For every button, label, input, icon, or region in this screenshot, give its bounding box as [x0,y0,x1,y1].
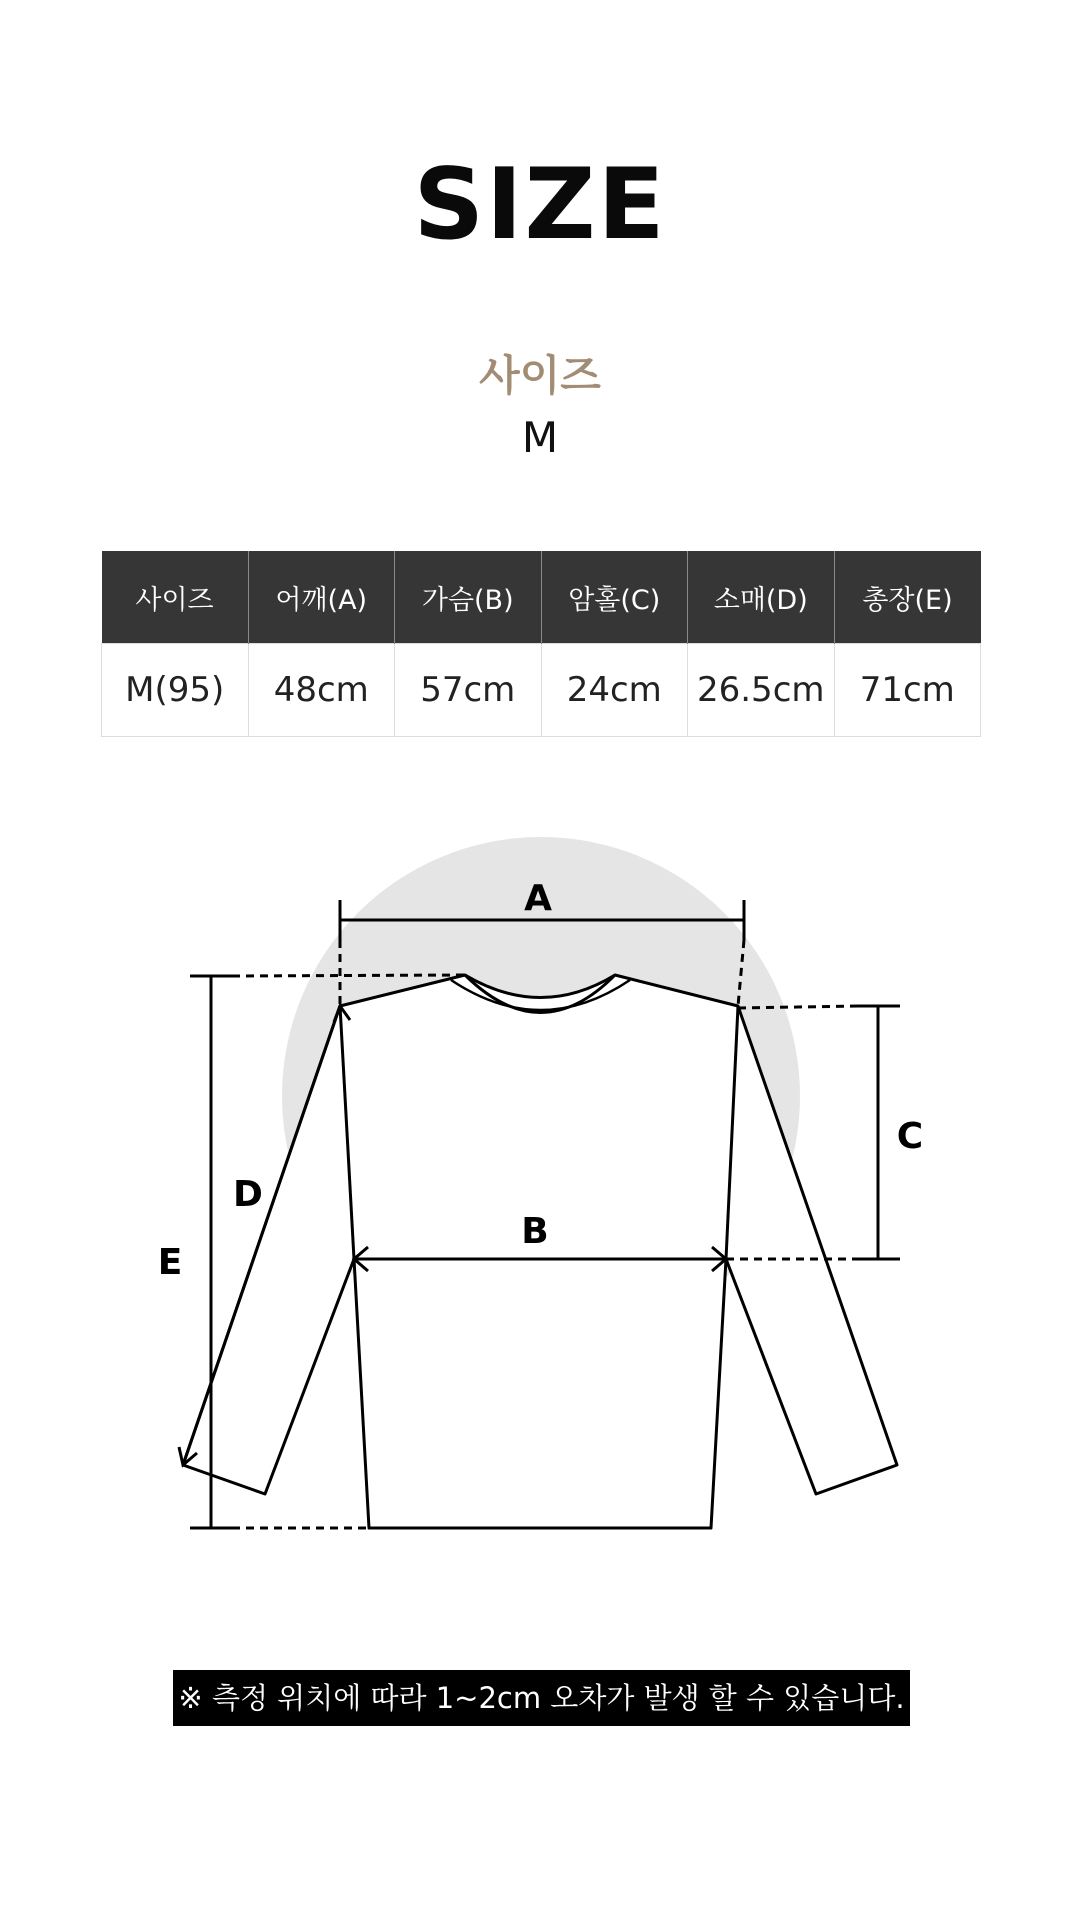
cell-length: 71cm [834,644,981,737]
label-a: A [524,878,552,919]
cell-sleeve: 26.5cm [688,644,835,737]
cell-size: M(95) [102,644,249,737]
header-size: 사이즈 [102,551,249,644]
header-sleeve: 소매(D) [688,551,835,644]
label-e: E [157,1242,183,1283]
size-value: M [521,413,559,462]
header-shoulder: 어깨(A) [248,551,395,644]
label-d: D [233,1174,263,1215]
cell-chest: 57cm [395,644,542,737]
measurement-notice: ※ 측정 위치에 따라 1~2cm 오차가 발생 할 수 있습니다. [173,1670,910,1726]
header-armhole: 암홀(C) [541,551,688,644]
cell-shoulder: 48cm [248,644,395,737]
header-length: 총장(E) [834,551,981,644]
size-label: 사이즈 [479,351,601,400]
label-b: B [521,1211,549,1252]
page-title: SIZE [413,148,667,262]
cell-armhole: 24cm [541,644,688,737]
label-c: C [896,1116,924,1157]
header-chest: 가슴(B) [395,551,542,644]
